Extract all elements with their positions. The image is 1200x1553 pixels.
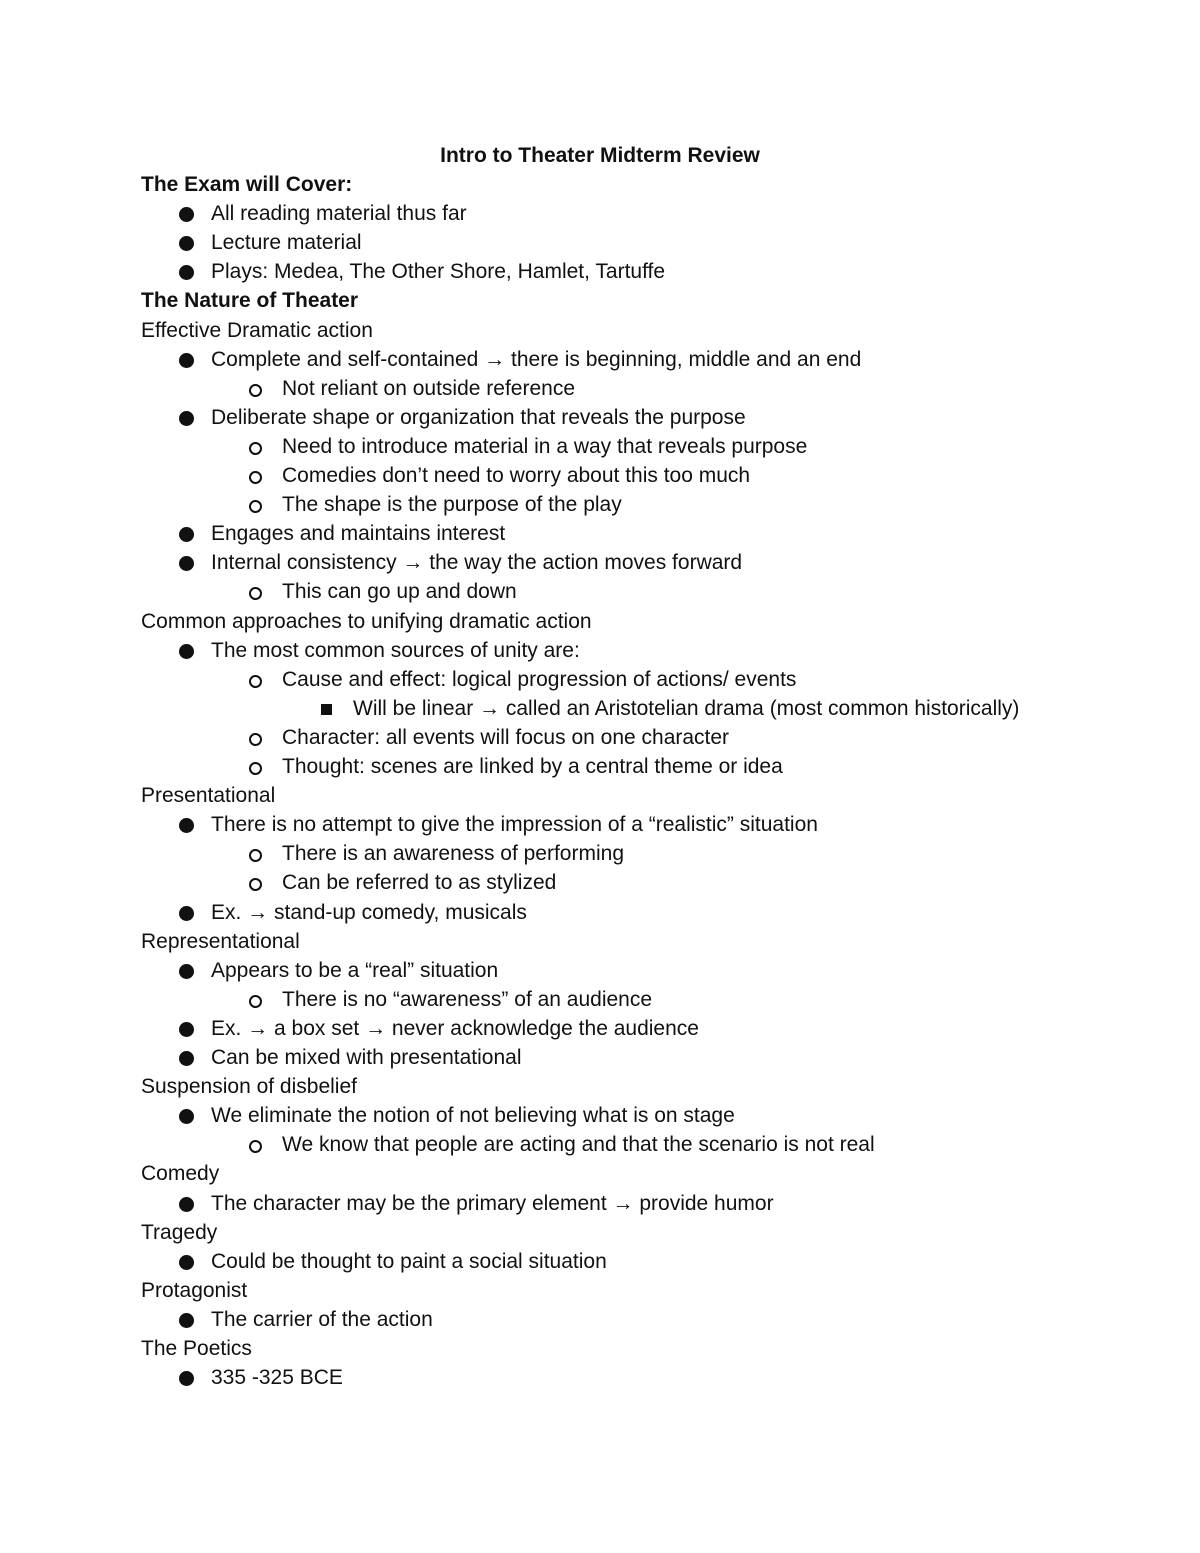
- bullet-disc-icon: [179, 353, 194, 368]
- list-item: Appears to be a “real” situation: [211, 958, 499, 982]
- bullet-disc-icon: [179, 906, 194, 921]
- list-item: Thought: scenes are linked by a central theme or idea: [282, 755, 783, 778]
- list-item: Lecture material: [211, 231, 362, 255]
- bullet-circle-icon: [249, 849, 262, 862]
- bullet-disc-icon: [179, 1051, 194, 1066]
- list-item: The character may be the primary element → provide humor: [211, 1191, 774, 1215]
- bullet-circle-icon: [249, 471, 262, 484]
- list-item: Complete and self-contained → there is beginning, middle and an end: [211, 347, 862, 371]
- bullet-disc-icon: [179, 207, 194, 222]
- bullet-disc-icon: [179, 644, 194, 659]
- section-heading: The Nature of Theater: [141, 289, 359, 313]
- bullet-circle-icon: [249, 587, 262, 600]
- section-heading: Representational: [141, 929, 300, 953]
- bullet-disc-icon: [179, 818, 194, 833]
- list-item: Will be linear → called an Aristotelian drama (most common historically): [353, 696, 1020, 720]
- list-item: Internal consistency → the way the action moves forward: [211, 551, 743, 575]
- list-item: There is no attempt to give the impression of a “realistic” situation: [211, 813, 818, 837]
- bullet-disc-icon: [179, 411, 194, 426]
- bullet-disc-icon: [179, 1109, 194, 1124]
- bullet-disc-icon: [179, 236, 194, 251]
- list-item: 335 -325 BCE: [211, 1366, 343, 1390]
- bullet-disc-icon: [179, 1022, 194, 1037]
- list-item: Can be mixed with presentational: [211, 1046, 522, 1069]
- list-item: Engages and maintains interest: [211, 522, 506, 546]
- list-item: We eliminate the notion of not believing what is on stage: [211, 1104, 735, 1128]
- section-heading: Common approaches to unifying dramatic action: [141, 609, 592, 633]
- bullet-disc-icon: [179, 1313, 194, 1328]
- list-item: Deliberate shape or organization that reveals the purpose: [211, 405, 746, 429]
- bullet-disc-icon: [179, 964, 194, 979]
- list-item: We know that people are acting and that the scenario is not real: [282, 1133, 875, 1157]
- list-item: The carrier of the action: [211, 1307, 433, 1331]
- list-item: Not reliant on outside reference: [282, 376, 576, 400]
- bullet-disc-icon: [179, 1371, 194, 1386]
- bullet-circle-icon: [249, 500, 262, 513]
- section-heading: The Exam will Cover:: [141, 173, 353, 196]
- bullet-circle-icon: [249, 762, 262, 775]
- section-heading: Presentational: [141, 784, 276, 808]
- list-item: Can be referred to as stylized: [282, 871, 557, 895]
- list-item: There is an awareness of performing: [282, 842, 624, 866]
- bullet-square-icon: [321, 704, 332, 715]
- section-heading: The Poetics: [141, 1337, 252, 1360]
- section-heading: Suspension of disbelief: [141, 1075, 357, 1099]
- bullet-disc-icon: [179, 265, 194, 280]
- list-item: Plays: Medea, The Other Shore, Hamlet, Tartuffe: [211, 260, 666, 284]
- section-heading: Protagonist: [141, 1278, 248, 1302]
- list-item: Cause and effect: logical progression of actions/ events: [282, 667, 797, 691]
- bullet-disc-icon: [179, 1197, 194, 1212]
- section-heading: Tragedy: [141, 1220, 218, 1244]
- bullet-circle-icon: [249, 675, 262, 688]
- list-item: All reading material thus far: [211, 202, 467, 226]
- list-item: Need to introduce material in a way that reveals purpose: [282, 434, 808, 458]
- list-item: Ex. → stand-up comedy, musicals: [211, 900, 527, 924]
- bullet-disc-icon: [179, 527, 194, 542]
- list-item: Ex. → a box set → never acknowledge the audience: [211, 1016, 699, 1040]
- list-item: Could be thought to paint a social situation: [211, 1249, 607, 1273]
- list-item: There is no “awareness” of an audience: [282, 987, 653, 1011]
- list-item: The most common sources of unity are:: [211, 638, 580, 662]
- bullet-disc-icon: [179, 556, 194, 571]
- bullet-circle-icon: [249, 733, 262, 746]
- bullet-circle-icon: [249, 995, 262, 1008]
- bullet-circle-icon: [249, 1140, 262, 1153]
- list-item: Character: all events will focus on one character: [282, 725, 730, 749]
- list-item: Comedies don’t need to worry about this too much: [282, 464, 751, 487]
- list-item: The shape is the purpose of the play: [282, 493, 622, 517]
- bullet-disc-icon: [179, 1255, 194, 1270]
- list-item: This can go up and down: [282, 580, 517, 604]
- section-heading: Effective Dramatic action: [141, 318, 373, 342]
- page-title: Intro to Theater Midterm Review: [440, 144, 760, 167]
- section-heading: Comedy: [141, 1162, 220, 1186]
- bullet-circle-icon: [249, 442, 262, 455]
- bullet-circle-icon: [249, 384, 262, 397]
- bullet-circle-icon: [249, 878, 262, 891]
